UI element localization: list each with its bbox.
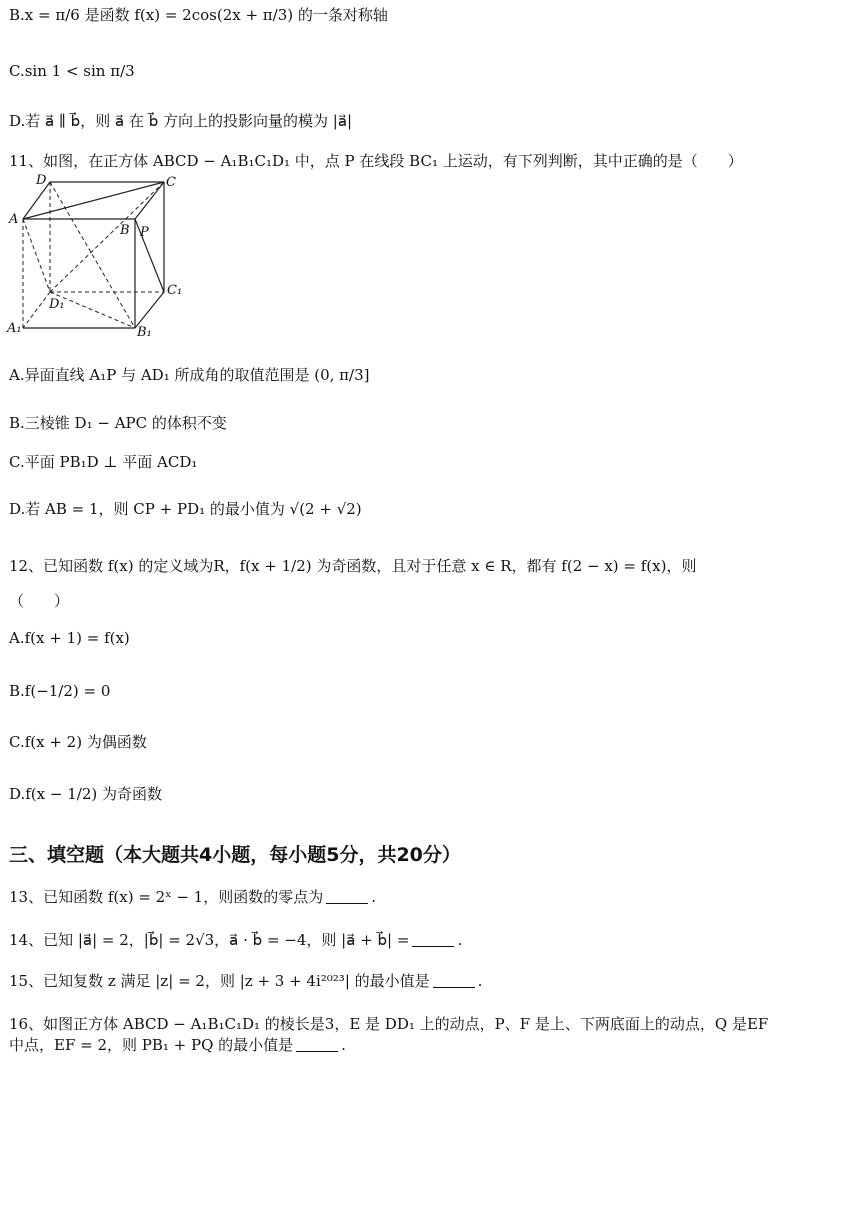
q11-option-a: A.异面直线 A₁P 与 AD₁ 所成角的取值范围是 (0, π/3] (9, 366, 370, 384)
q12-option-d: D.f(x − 1/2) 为奇函数 (9, 785, 162, 803)
q11-option-d: D.若 AB = 1，则 CP + PD₁ 的最小值为 √(2 + √2) (9, 500, 362, 518)
label-d1: D₁ (49, 297, 65, 312)
q11-option-b: B.三棱锥 D₁ − APC 的体积不变 (9, 414, 227, 432)
question-16-line2 (9, 1036, 346, 1054)
option-c-line: C.sin 1 < sin π/3 (9, 62, 135, 80)
label-c: C (166, 175, 176, 190)
option-b-line: B.x = π/6 是函数 f(x) = 2cos(2x + π/3) 的一条对称轴 (9, 6, 388, 24)
q11-option-c: C.平面 PB₁D ⊥ 平面 ACD₁ (9, 453, 198, 471)
question-16-line1: 16、如图正方体 ABCD − A₁B₁C₁D₁ 的棱长是3，E 是 DD₁ 上的动点，P、F 是上、下两底面上的动点，Q 是EF (9, 1015, 769, 1033)
q12-option-c: C.f(x + 2) 为偶函数 (9, 733, 147, 751)
label-b: B (120, 223, 130, 238)
question-15-text: 15、已知复数 z 满足 |z| = 2，则 |z + 3 + 4i²⁰²³| 的最小值是 (9, 972, 430, 990)
answer-blank-14[interactable] (412, 932, 454, 947)
label-p: P (140, 225, 149, 240)
period-13: . (371, 888, 377, 906)
q12-option-a: A.f(x + 1) = f(x) (9, 629, 130, 647)
label-a: A (9, 212, 19, 227)
answer-blank-13[interactable] (326, 889, 368, 904)
question-14-text: 14、已知 |a⃗| = 2，|b⃗| = 2√3，a⃗ · b⃗ = −4，则 |a⃗ + b⃗| = (9, 931, 410, 949)
option-d-line: D.若 a⃗ ∥ b⃗，则 a⃗ 在 b⃗ 方向上的投影向量的模为 |a⃗| (9, 112, 353, 130)
question-14 (9, 931, 462, 949)
section-3-heading: 三、填空题（本大题共4小题，每小题5分，共20分） (9, 844, 461, 866)
answer-blank-16[interactable] (296, 1037, 338, 1052)
question-15 (9, 972, 482, 990)
question-11: 11、如图，在正方体 ABCD − A₁B₁C₁D₁ 中，点 P 在线段 BC₁ 上运动，有下列判断，其中正确的是（ ） (9, 152, 743, 170)
period-16: . (341, 1036, 346, 1054)
label-b1: B₁ (137, 325, 152, 340)
question-12: 12、已知函数 f(x) 的定义域为R，f(x + 1/2) 为奇函数，且对于任意 x ∈ R，都有 f(2 − x) = f(x)，则 (9, 557, 697, 575)
question-13-text: 13、已知函数 f(x) = 2ˣ − 1，则函数的零点为 (9, 888, 324, 906)
question-16-text: 中点，EF = 2，则 PB₁ + PQ 的最小值是 (9, 1036, 294, 1054)
question-13 (9, 888, 376, 906)
cube-figure (6, 170, 196, 340)
question-12-paren: （ ） (9, 592, 70, 610)
answer-blank-15[interactable] (433, 973, 475, 988)
period-15: . (477, 972, 483, 990)
q12-option-b: B.f(−1/2) = 0 (9, 682, 111, 700)
label-c1: C₁ (167, 283, 183, 298)
label-a1: A₁ (7, 321, 22, 336)
label-d: D (36, 173, 47, 188)
period-14: . (457, 931, 463, 949)
